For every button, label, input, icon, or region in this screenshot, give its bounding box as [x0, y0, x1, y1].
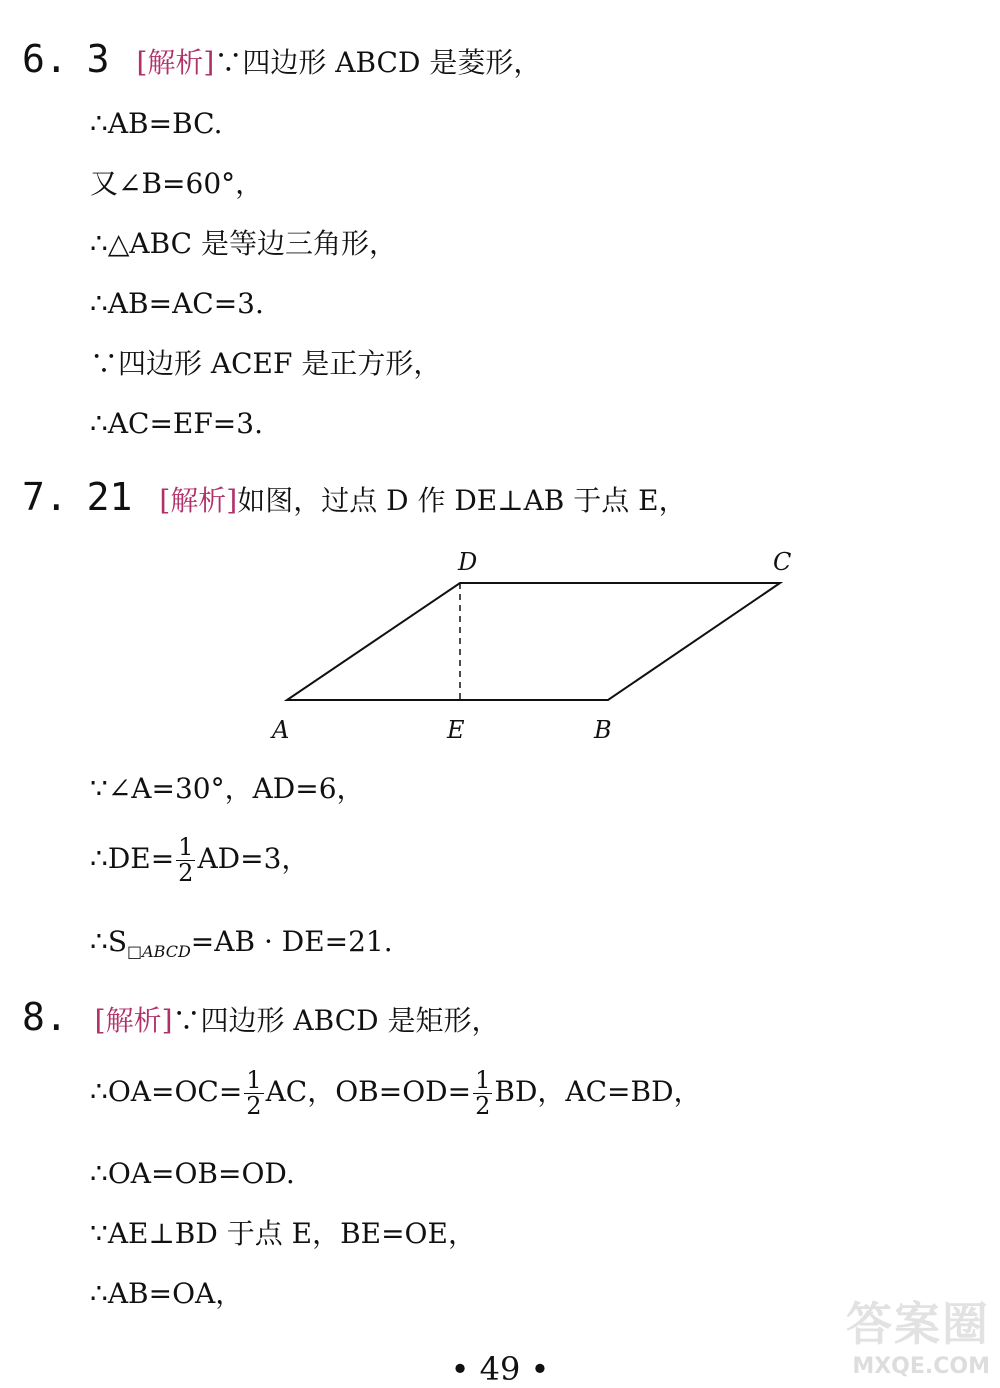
q6-line-4: ∴AB=AC=3. — [90, 287, 264, 320]
q7-line-3 — [90, 925, 393, 961]
q7-tag: [解析] — [159, 484, 238, 517]
q6-number: 6. — [22, 37, 68, 81]
q7-line-2 — [90, 835, 309, 886]
q7-line-1: ∵∠A=30°，AD=6， — [90, 772, 365, 805]
watermark-logo-text: 答案圈 — [846, 1297, 990, 1351]
q7-line-3-post: =AB · DE=21. — [190, 925, 393, 958]
q7-intro: 如图，过点 D 作 DE⊥AB 于点 E， — [237, 484, 687, 517]
q7-line-3-pre: ∴S — [90, 925, 127, 958]
q8-first: ∵四边形 ABCD 是矩形， — [172, 1004, 500, 1037]
label-b: B — [594, 716, 612, 744]
q6-line-1: ∴AB=BC. — [90, 107, 223, 140]
q8-line-1-c: BD，AC=BD， — [494, 1075, 702, 1109]
q8-header — [22, 995, 500, 1039]
fraction-one-half-1 — [244, 1068, 263, 1119]
fraction-numerator: 1 — [246, 1066, 262, 1094]
fraction-denominator: 2 — [246, 1092, 262, 1121]
fraction-numerator: 1 — [475, 1066, 491, 1094]
q8-line-1 — [90, 1068, 702, 1119]
q6-answer: 3 — [86, 37, 110, 81]
q7-line-2-post: AD=3， — [197, 842, 310, 876]
watermark-url: MXQE.COM — [852, 1354, 990, 1379]
label-e: E — [447, 716, 465, 744]
fraction-one-half — [176, 835, 195, 886]
q7-answer: 21 — [86, 475, 133, 519]
q8-line-1-b: AC，OB=OD= — [265, 1075, 472, 1109]
parallelogram-abcd — [287, 583, 780, 700]
q6-line-6: ∴AC=EF=3. — [90, 407, 263, 440]
q7-number: 7. — [22, 475, 68, 519]
q7-line-2-pre: ∴DE= — [90, 842, 175, 876]
fraction-denominator: 2 — [475, 1092, 491, 1121]
q6-line-5: ∵四边形 ACEF 是正方形， — [90, 347, 442, 380]
q8-number: 8. — [22, 995, 68, 1039]
q8-line-3: ∵AE⊥BD 于点 E，BE=OE， — [90, 1217, 476, 1250]
q6-line-0: ∵四边形 ABCD 是菱形， — [214, 46, 542, 79]
q8-line-4: ∴AB=OA， — [90, 1277, 244, 1310]
q8-tag: [解析] — [94, 1004, 173, 1037]
page-number: • 49 • — [450, 1350, 550, 1388]
watermark — [846, 1288, 990, 1379]
q6-line-3: ∴△ABC 是等边三角形， — [90, 227, 397, 260]
fraction-numerator: 1 — [178, 833, 194, 861]
fraction-one-half-2 — [473, 1068, 492, 1119]
label-d: D — [458, 548, 478, 576]
q8-line-1-a: ∴OA=OC= — [90, 1075, 243, 1109]
q8-line-2: ∴OA=OB=OD. — [90, 1157, 295, 1190]
fraction-denominator: 2 — [178, 859, 194, 888]
q6-tag: [解析] — [136, 46, 215, 79]
area-subscript: □ABCD — [127, 942, 191, 961]
label-c: C — [773, 548, 792, 576]
label-a: A — [272, 716, 290, 744]
q6-line-2: 又∠B=60°， — [90, 167, 264, 200]
